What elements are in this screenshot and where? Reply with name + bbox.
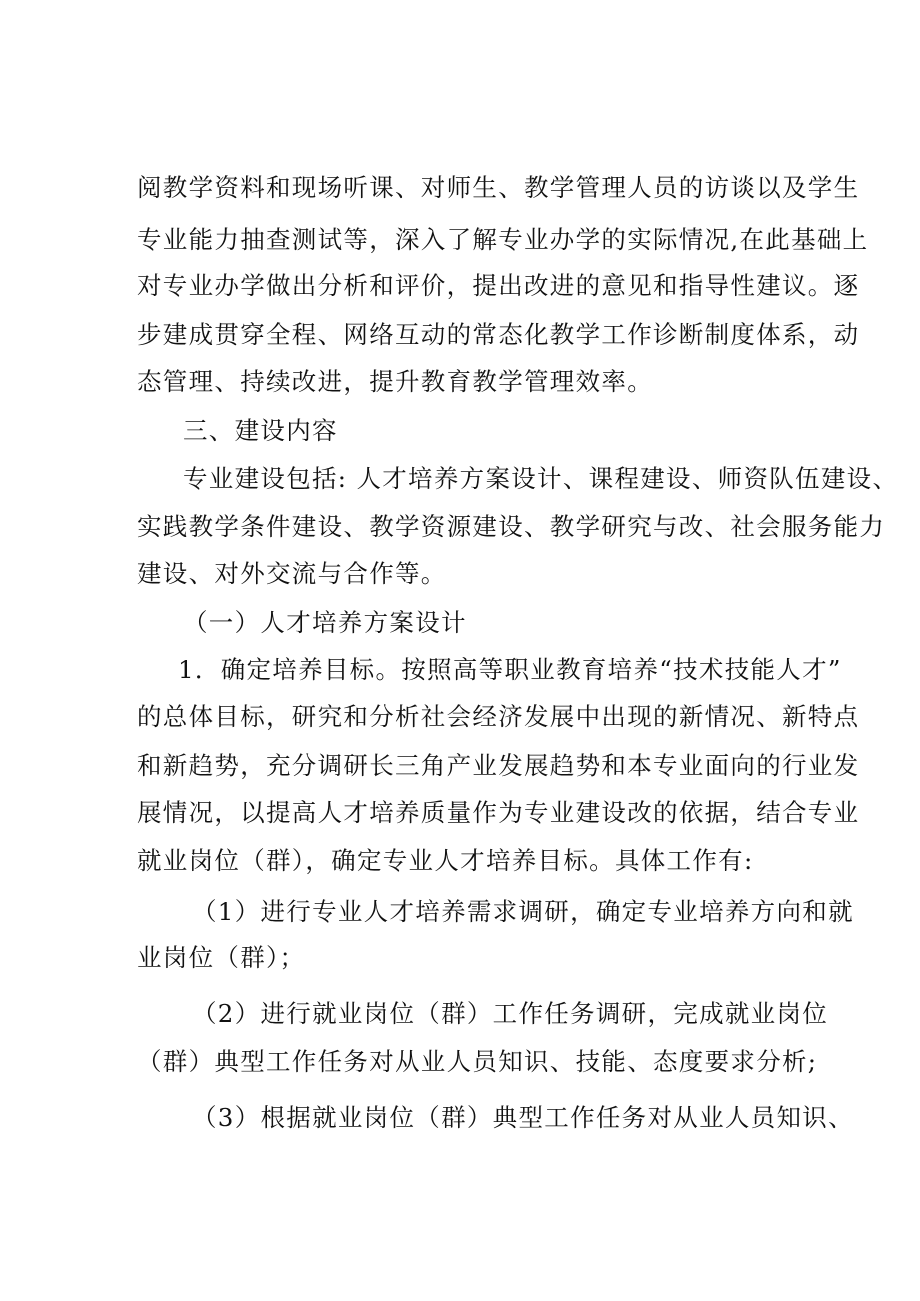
text-line: 实践教学条件建设、教学资源建设、教学研究与改、社会服务能力 xyxy=(137,512,886,541)
text-line: 专业建设包括: 人才培养方案设计、课程建设、师资队伍建设、 xyxy=(183,464,899,493)
list-item: （1）进行专业人才培养需求调研，确定专业培养方向和就 xyxy=(192,897,854,926)
text-line: 就业岗位（群），确定专业人才培养目标。具体工作有: xyxy=(137,846,754,875)
text-line: 建设、对外交流与合作等。 xyxy=(137,559,447,588)
text-line: （群）典型工作任务对从业人员知识、技能、态度要求分析; xyxy=(137,1047,818,1076)
subsection-heading: （一）人才培养方案设计 xyxy=(183,608,467,637)
text-line: 专业能力抽查测试等，深入了解专业办学的实际情况,在此基础上 xyxy=(137,225,869,254)
text-line: 阅教学资料和现场听课、对师生、教学管理人员的访谈以及学生 xyxy=(137,173,860,202)
text-line: 对专业办学做出分析和评价，提出改进的意见和指导性建议。逐 xyxy=(137,271,860,300)
text-line: 步建成贯穿全程、网络互动的常态化教学工作诊断制度体系，动 xyxy=(137,320,860,349)
text-line: 1．确定培养目标。按照高等职业教育培养“技术技能人才” xyxy=(178,655,842,684)
text-line: 和新趋势，充分调研长三角产业发展趋势和本专业面向的行业发 xyxy=(137,751,860,780)
section-heading: 三、建设内容 xyxy=(183,416,338,445)
text-line: 态管理、持续改进，提升教育教学管理效率。 xyxy=(137,367,653,396)
text-line: 业岗位（群）； xyxy=(137,943,306,972)
list-item: （2）进行就业岗位（群）工作任务调研，完成就业岗位 xyxy=(192,999,829,1028)
text-line: 的总体目标，研究和分析社会经济发展中出现的新情况、新特点 xyxy=(137,702,860,731)
text-line: 展情况，以提高人才培养质量作为专业建设改的依据，结合专业 xyxy=(137,798,860,827)
list-item: （3）根据就业岗位（群）典型工作任务对从业人员知识、 xyxy=(192,1103,854,1132)
